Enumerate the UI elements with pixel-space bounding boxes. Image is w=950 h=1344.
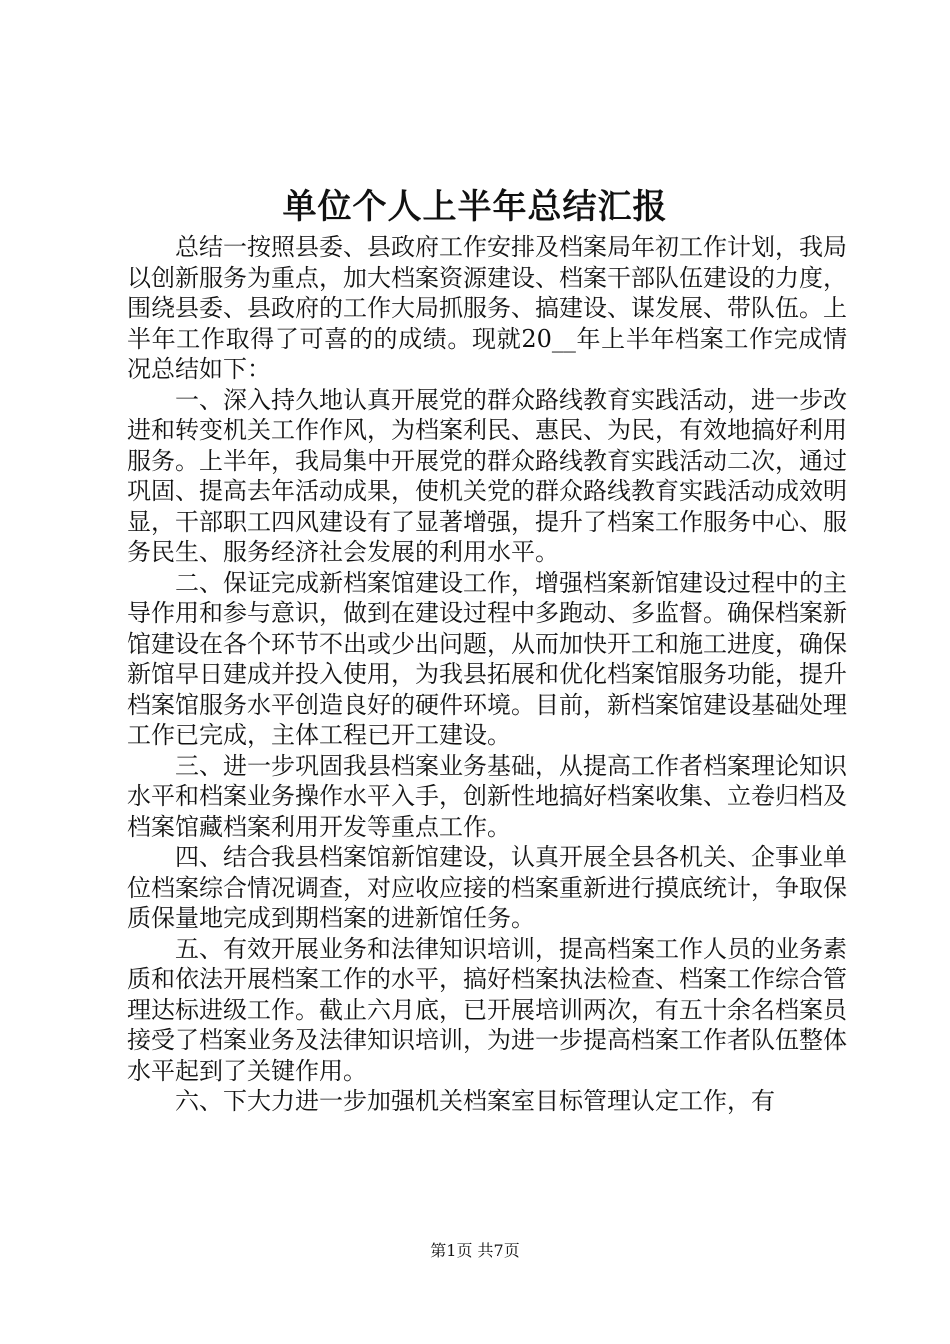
document-body: [127, 232, 847, 1117]
paragraph-section-3: 三、进一步巩固我县档案业务基础，从提高工作者档案理论知识水平和档案业务操作水平入手，创新性地搞好档案收集、立卷归档及档案馆藏档案利用开发等重点工作。: [127, 751, 847, 841]
paragraph-section-4: 四、结合我县档案馆新馆建设，认真开展全县各机关、企事业单位档案综合情况调查，对应收应接的档案重新进行摸底统计，争取保质保量地完成到期档案的进新馆任务。: [127, 843, 847, 932]
paragraph-section-6: 六、下大力进一步加强机关档案室目标管理认定工作，有: [175, 1087, 775, 1115]
paragraph-section-1: 一、深入持久地认真开展党的群众路线教育实践活动，进一步改进和转变机关工作作风，为档案利民、惠民、为民，有效地搞好利用服务。上半年，我局集中开展党的群众路线教育实践活动二次，通过巩固、提高去年活动成果，使机关党的群众路线教育实践活动成效明显，干部职工四风建设有了显著增强，提升了档案工作服务中心、服务民生、服务经济社会发展的利用水平。: [127, 385, 847, 566]
paragraph-section-2: 二、保证完成新档案馆建设工作，增强档案新馆建设过程中的主导作用和参与意识，做到在建设过程中多跑动、多监督。确保档案新馆建设在各个环节不出或少出问题，从而加快开工和施工进度，确保新馆早日建成并投入使用，为我县拓展和优化档案馆服务功能，提升档案馆服务水平创造良好的硬件环境。目前，新档案馆建设基础处理工作已完成，主体工程已开工建设。: [127, 568, 847, 749]
document-title: 单位个人上半年总结汇报: [282, 187, 668, 227]
paragraph-intro: 总结一按照县委、县政府工作安排及档案局年初工作计划，我局以创新服务为重点，加大档案资源建设、档案干部队伍建设的力度，围绕县委、县政府的工作大局抓服务、搞建设、谋发展、带队伍。上半年工作取得了可喜的的成绩。现就20__年上半年档案工作完成情况总结如下：: [127, 233, 847, 383]
page-number-footer: 第1页 共7页: [430, 1241, 520, 1260]
paragraph-section-5: 五、有效开展业务和法律知识培训，提高档案工作人员的业务素质和依法开展档案工作的水平，搞好档案执法检查、档案工作综合管理达标进级工作。截止六月底，已开展培训两次，有五十余名档案员接受了档案业务及法律知识培训，为进一步提高档案工作者队伍整体水平起到了关键作用。: [127, 934, 847, 1085]
